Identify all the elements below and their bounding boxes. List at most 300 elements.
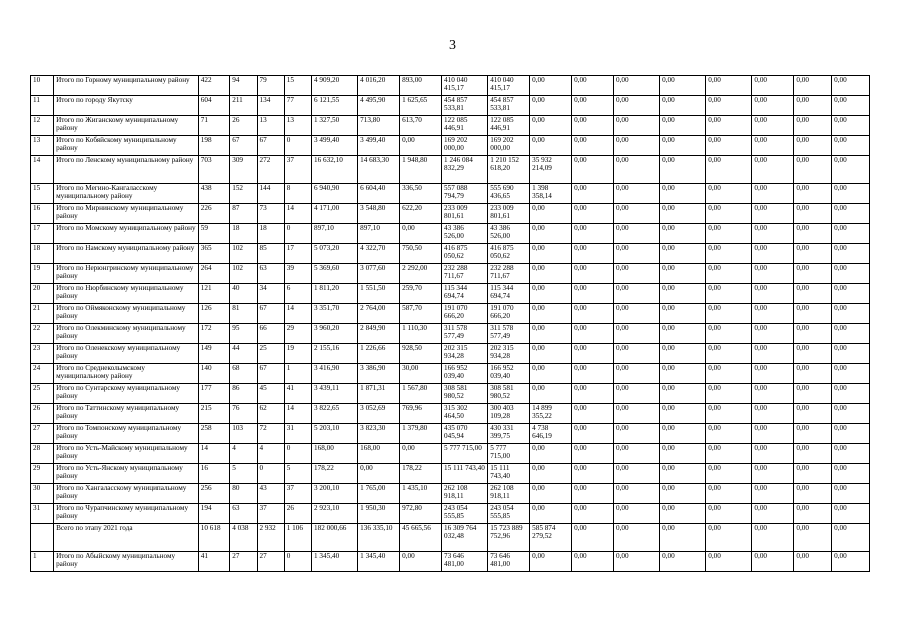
- table-cell: 0,00: [572, 384, 614, 404]
- table-cell: 0,00: [832, 524, 870, 552]
- table-cell: 149: [198, 344, 229, 364]
- table-cell: 103: [230, 424, 257, 444]
- table-cell: 0,00: [794, 464, 832, 484]
- table-cell: 1 226,66: [358, 344, 400, 364]
- data-table: [30, 75, 870, 572]
- table-cell: 0,00: [614, 304, 660, 324]
- table-cell: 26: [284, 504, 311, 524]
- table-cell: 0,00: [752, 284, 794, 304]
- table-cell: 0,00: [572, 552, 614, 572]
- table-cell: 0,00: [832, 344, 870, 364]
- table-cell: 0,00: [530, 384, 572, 404]
- table-cell: 115 344 694,74: [442, 284, 488, 304]
- row-name-cell: Итого по Оймяконскому муниципальному району: [54, 304, 199, 324]
- table-row: [31, 364, 870, 384]
- row-name-cell: Итого по Намскому муниципальному району: [54, 244, 199, 264]
- table-cell: 0,00: [572, 96, 614, 116]
- table-cell: 0,00: [832, 304, 870, 324]
- table-cell: 0,00: [832, 96, 870, 116]
- table-cell: 0,00: [530, 552, 572, 572]
- table-cell: 0,00: [752, 76, 794, 96]
- table-cell: 262 108 918,11: [488, 484, 530, 504]
- table-cell: 410 040 415,17: [488, 76, 530, 96]
- table-cell: 0,00: [706, 424, 752, 444]
- table-cell: 0,00: [794, 384, 832, 404]
- table-cell: 30,00: [400, 364, 442, 384]
- table-cell: 0,00: [660, 344, 706, 364]
- table-row: [31, 96, 870, 116]
- table-cell: 1 567,80: [400, 384, 442, 404]
- table-cell: 3 960,20: [312, 324, 358, 344]
- table-cell: 0,00: [794, 304, 832, 324]
- table-cell: 202 315 934,28: [442, 344, 488, 364]
- table-cell: 1: [284, 364, 311, 384]
- table-cell: 0,00: [706, 552, 752, 572]
- table-cell: 122 085 446,91: [488, 116, 530, 136]
- table-cell: 0,00: [832, 464, 870, 484]
- table-cell: 308 581 980,52: [488, 384, 530, 404]
- table-cell: 25: [257, 344, 284, 364]
- table-cell: 0,00: [530, 284, 572, 304]
- table-cell: 0,00: [706, 484, 752, 504]
- table-cell: 15: [284, 76, 311, 96]
- table-cell: 73: [257, 204, 284, 224]
- table-cell: 0,00: [794, 484, 832, 504]
- table-cell: 0,00: [832, 76, 870, 96]
- row-name-cell: Итого по Ленскому муниципальному району: [54, 156, 199, 184]
- row-name-cell: Итого по городу Якутску: [54, 96, 199, 116]
- row-name-cell: Итого по Оленекскому муниципальному району: [54, 344, 199, 364]
- table-cell: 0,00: [660, 96, 706, 116]
- table-cell: 0,00: [614, 116, 660, 136]
- table-cell: 1 398 358,14: [530, 184, 572, 204]
- table-cell: 259,70: [400, 284, 442, 304]
- table-cell: 0,00: [530, 324, 572, 344]
- table-cell: 0,00: [706, 404, 752, 424]
- table-cell: 134: [257, 96, 284, 116]
- table-cell: 0,00: [530, 76, 572, 96]
- table-row: [31, 324, 870, 344]
- table-cell: 0,00: [572, 364, 614, 384]
- table-cell: 0,00: [832, 484, 870, 504]
- table-cell: 115 344 694,74: [488, 284, 530, 304]
- table-cell: 14: [284, 404, 311, 424]
- table-cell: 67: [230, 136, 257, 156]
- table-cell: 136 335,10: [358, 524, 400, 552]
- table-cell: 4: [230, 444, 257, 464]
- table-cell: 80: [230, 484, 257, 504]
- table-cell: 0,00: [572, 344, 614, 364]
- table-cell: 4 038: [230, 524, 257, 552]
- table-cell: 3 386,90: [358, 364, 400, 384]
- table-cell: 0,00: [614, 424, 660, 444]
- table-cell: 62: [257, 404, 284, 424]
- table-cell: 0,00: [614, 484, 660, 504]
- table-cell: 2 849,90: [358, 324, 400, 344]
- table-cell: 1 327,50: [312, 116, 358, 136]
- table-cell: 0,00: [794, 424, 832, 444]
- row-name-cell: Итого по Олекминскому муниципальному району: [54, 324, 199, 344]
- table-cell: 4: [257, 444, 284, 464]
- table-cell: 168,00: [358, 444, 400, 464]
- table-row: [31, 156, 870, 184]
- table-cell: 5 203,10: [312, 424, 358, 444]
- table-cell: 0,00: [832, 444, 870, 464]
- table-cell: 0,00: [706, 304, 752, 324]
- table-cell: 0,00: [752, 444, 794, 464]
- table-cell: 6 940,90: [312, 184, 358, 204]
- table-cell: 0,00: [752, 404, 794, 424]
- table-cell: 1 948,80: [400, 156, 442, 184]
- table-cell: 15 111 743,40: [488, 464, 530, 484]
- row-name-cell: Итого по Таттинскому муниципальному району: [54, 404, 199, 424]
- table-cell: 622,20: [400, 204, 442, 224]
- table-cell: 454 857 533,81: [488, 96, 530, 116]
- table-cell: 0,00: [832, 264, 870, 284]
- table-cell: 0,00: [832, 156, 870, 184]
- table-cell: 0,00: [572, 244, 614, 264]
- table-cell: 85: [257, 244, 284, 264]
- table-cell: 72: [257, 424, 284, 444]
- table-cell: 972,80: [400, 504, 442, 524]
- table-cell: 45 665,56: [400, 524, 442, 552]
- table-cell: 0,00: [706, 244, 752, 264]
- table-cell: 13: [257, 116, 284, 136]
- table-cell: 0,00: [530, 224, 572, 244]
- table-cell: 3 499,40: [312, 136, 358, 156]
- row-name-cell: Итого по Нерюнгринскому муниципальному району: [54, 264, 199, 284]
- table-row: [31, 136, 870, 156]
- table-cell: 73 646 481,00: [442, 552, 488, 572]
- table-cell: 68: [230, 364, 257, 384]
- table-cell: 0,00: [530, 484, 572, 504]
- table-row: [31, 384, 870, 404]
- table-cell: 39: [284, 264, 311, 284]
- table-cell: 126: [198, 304, 229, 324]
- table-cell: 0,00: [660, 116, 706, 136]
- table-cell: 0,00: [706, 324, 752, 344]
- table-cell: 0,00: [614, 524, 660, 552]
- table-cell: 0,00: [706, 504, 752, 524]
- table-cell: 94: [230, 76, 257, 96]
- table-cell: 0,00: [530, 116, 572, 136]
- table-cell: 17: [284, 244, 311, 264]
- table-cell: 0,00: [660, 424, 706, 444]
- table-row: [31, 204, 870, 224]
- table-cell: 0,00: [794, 364, 832, 384]
- table-cell: 169 202 000,00: [488, 136, 530, 156]
- table-cell: 63: [230, 504, 257, 524]
- table-cell: 0,00: [752, 204, 794, 224]
- table-cell: 555 690 436,65: [488, 184, 530, 204]
- table-cell: 0,00: [530, 136, 572, 156]
- table-row: [31, 504, 870, 524]
- table-cell: 0,00: [660, 136, 706, 156]
- table-cell: 232 288 711,67: [488, 264, 530, 284]
- table-cell: 4 738 646,19: [530, 424, 572, 444]
- table-row: [31, 404, 870, 424]
- table-cell: 5: [284, 464, 311, 484]
- table-cell: 16: [198, 464, 229, 484]
- table-cell: 1: [31, 552, 54, 572]
- table-row: [31, 284, 870, 304]
- row-name-cell: Итого по Мирнинскому муниципальному району: [54, 204, 199, 224]
- table-cell: 0,00: [530, 464, 572, 484]
- table-cell: 587,70: [400, 304, 442, 324]
- table-cell: 1 210 152 618,20: [488, 156, 530, 184]
- row-name-cell: Всего по этапу 2021 года: [54, 524, 199, 552]
- table-cell: 0,00: [614, 76, 660, 96]
- table-cell: 40: [230, 284, 257, 304]
- table-cell: 37: [257, 504, 284, 524]
- table-row: [31, 224, 870, 244]
- table-cell: 893,00: [400, 76, 442, 96]
- table-cell: 0,00: [752, 424, 794, 444]
- table-cell: 308 581 980,52: [442, 384, 488, 404]
- table-cell: 0,00: [752, 116, 794, 136]
- table-cell: 0,00: [752, 364, 794, 384]
- table-cell: 0,00: [572, 404, 614, 424]
- table-cell: 0,00: [752, 464, 794, 484]
- table-cell: 0,00: [832, 224, 870, 244]
- table-cell: 769,96: [400, 404, 442, 424]
- table-cell: 43: [257, 484, 284, 504]
- table-cell: 0,00: [614, 136, 660, 156]
- table-cell: 0,00: [752, 224, 794, 244]
- table-cell: 166 952 039,40: [442, 364, 488, 384]
- table-cell: 14: [284, 204, 311, 224]
- table-cell: 0,00: [794, 184, 832, 204]
- table-cell: 172: [198, 324, 229, 344]
- table-cell: 0,00: [660, 364, 706, 384]
- table-cell: 0,00: [614, 224, 660, 244]
- table-row: [31, 116, 870, 136]
- table-cell: 215: [198, 404, 229, 424]
- table-cell: 0,00: [400, 552, 442, 572]
- table-cell: 0,00: [660, 76, 706, 96]
- table-cell: 0,00: [614, 284, 660, 304]
- table-cell: 0,00: [794, 96, 832, 116]
- table-cell: 152: [230, 184, 257, 204]
- table-cell: 1 106: [284, 524, 311, 552]
- table-cell: 0,00: [614, 204, 660, 224]
- row-name-cell: Итого по Жиганскому муниципальному району: [54, 116, 199, 136]
- table-cell: 0,00: [752, 524, 794, 552]
- table-cell: 0,00: [530, 304, 572, 324]
- table-cell: 0,00: [572, 156, 614, 184]
- table-cell: 0,00: [794, 552, 832, 572]
- table-cell: 0,00: [530, 344, 572, 364]
- table-cell: 1 871,31: [358, 384, 400, 404]
- table-cell: 0,00: [530, 444, 572, 464]
- table-cell: 0,00: [572, 524, 614, 552]
- table-cell: 0,00: [832, 364, 870, 384]
- row-name-cell: Итого по Абыйскому муниципальному району: [54, 552, 199, 572]
- table-cell: 81: [230, 304, 257, 324]
- table-cell: 67: [257, 304, 284, 324]
- table-cell: 0,00: [530, 244, 572, 264]
- table-cell: 1 345,40: [358, 552, 400, 572]
- table-cell: 0: [284, 136, 311, 156]
- table-cell: 20: [31, 284, 54, 304]
- table-cell: 4 909,20: [312, 76, 358, 96]
- table-cell: 34: [257, 284, 284, 304]
- table-cell: 3 077,60: [358, 264, 400, 284]
- table-cell: 5 369,60: [312, 264, 358, 284]
- table-cell: 144: [257, 184, 284, 204]
- table-row: [31, 184, 870, 204]
- table-cell: 435 070 045,94: [442, 424, 488, 444]
- table-cell: 0: [257, 464, 284, 484]
- table-cell: 14: [284, 304, 311, 324]
- table-cell: 0,00: [794, 76, 832, 96]
- table-cell: 71: [198, 116, 229, 136]
- table-cell: 0,00: [794, 264, 832, 284]
- table-cell: 1 551,50: [358, 284, 400, 304]
- table-cell: 0,00: [752, 96, 794, 116]
- table-cell: 6 121,55: [312, 96, 358, 116]
- table-cell: 178,22: [400, 464, 442, 484]
- table-cell: 262 108 918,11: [442, 484, 488, 504]
- table-cell: 27: [230, 552, 257, 572]
- table-cell: 1 379,80: [400, 424, 442, 444]
- table-cell: 14: [198, 444, 229, 464]
- table-cell: 0,00: [530, 264, 572, 284]
- table-cell: 14: [31, 156, 54, 184]
- table-cell: 0,00: [572, 424, 614, 444]
- table-cell: 0,00: [400, 224, 442, 244]
- table-cell: 897,10: [312, 224, 358, 244]
- table-cell: 0,00: [614, 464, 660, 484]
- table-cell: 79: [257, 76, 284, 96]
- table-cell: 0,00: [832, 284, 870, 304]
- table-cell: 1 345,40: [312, 552, 358, 572]
- table-cell: 30: [31, 484, 54, 504]
- table-cell: 336,50: [400, 184, 442, 204]
- table-cell: 12: [31, 116, 54, 136]
- table-cell: 3 200,10: [312, 484, 358, 504]
- table-cell: 27: [31, 424, 54, 444]
- table-cell: 16: [31, 204, 54, 224]
- table-cell: 43 386 526,00: [442, 224, 488, 244]
- table-cell: 191 070 666,20: [488, 304, 530, 324]
- table-cell: 0,00: [832, 504, 870, 524]
- table-cell: 226: [198, 204, 229, 224]
- table-cell: 31: [284, 424, 311, 444]
- table-cell: 0,00: [794, 156, 832, 184]
- table-cell: 29: [31, 464, 54, 484]
- table-cell: 713,80: [358, 116, 400, 136]
- table-row: [31, 444, 870, 464]
- table-cell: 2 923,10: [312, 504, 358, 524]
- table-cell: 438: [198, 184, 229, 204]
- table-cell: 121: [198, 284, 229, 304]
- table-cell: 454 857 533,81: [442, 96, 488, 116]
- table-cell: 0,00: [572, 76, 614, 96]
- table-cell: 18: [257, 224, 284, 244]
- table-cell: 25: [31, 384, 54, 404]
- table-cell: 67: [257, 136, 284, 156]
- table-cell: 0,00: [572, 484, 614, 504]
- table-cell: 0,00: [660, 304, 706, 324]
- table-cell: 0,00: [660, 284, 706, 304]
- table-cell: 87: [230, 204, 257, 224]
- table-row: [31, 552, 870, 572]
- table-cell: 0,00: [530, 504, 572, 524]
- table-cell: 4 322,70: [358, 244, 400, 264]
- table-cell: 0: [284, 224, 311, 244]
- table-cell: 0,00: [614, 364, 660, 384]
- table-cell: 31: [31, 504, 54, 524]
- table-cell: 194: [198, 504, 229, 524]
- table-cell: 243 054 555,85: [442, 504, 488, 524]
- table-cell: 309: [230, 156, 257, 184]
- table-cell: 0,00: [358, 464, 400, 484]
- table-cell: 0,00: [752, 484, 794, 504]
- table-cell: 3 416,90: [312, 364, 358, 384]
- table-cell: 0,00: [752, 304, 794, 324]
- table-cell: 0,00: [794, 204, 832, 224]
- table-cell: 0,00: [614, 156, 660, 184]
- table-cell: 27: [257, 552, 284, 572]
- table-cell: 0,00: [794, 244, 832, 264]
- table-cell: 29: [284, 324, 311, 344]
- table-cell: 0,00: [832, 116, 870, 136]
- table-cell: 0,00: [832, 552, 870, 572]
- table-cell: 3 822,65: [312, 404, 358, 424]
- table-cell: 22: [31, 324, 54, 344]
- table-cell: 16 309 764 032,48: [442, 524, 488, 552]
- table-cell: 0,00: [752, 504, 794, 524]
- table-cell: 750,50: [400, 244, 442, 264]
- table-cell: 18: [31, 244, 54, 264]
- table-cell: 311 578 577,49: [442, 324, 488, 344]
- table-cell: 198: [198, 136, 229, 156]
- row-name-cell: Итого по Усть-Янскому муниципальному району: [54, 464, 199, 484]
- table-cell: 416 875 050,62: [442, 244, 488, 264]
- table-cell: 5 777 715,00: [442, 444, 488, 464]
- table-cell: 14 899 355,22: [530, 404, 572, 424]
- table-cell: 10 618: [198, 524, 229, 552]
- row-name-cell: Итого по Сунтарскому муниципальному району: [54, 384, 199, 404]
- table-cell: 0,00: [832, 324, 870, 344]
- table-cell: 15: [31, 184, 54, 204]
- table-cell: 102: [230, 264, 257, 284]
- table-cell: 3 499,40: [358, 136, 400, 156]
- table-cell: 0,00: [572, 136, 614, 156]
- table-cell: 422: [198, 76, 229, 96]
- table-cell: 0,00: [706, 524, 752, 552]
- table-cell: 1 110,30: [400, 324, 442, 344]
- table-cell: 0,00: [614, 244, 660, 264]
- table-cell: 14 683,30: [358, 156, 400, 184]
- table-cell: 0,00: [752, 264, 794, 284]
- table-cell: 0,00: [752, 244, 794, 264]
- table-row: [31, 424, 870, 444]
- table-cell: 0,00: [660, 552, 706, 572]
- table-cell: 0,00: [400, 444, 442, 464]
- table-cell: 0,00: [572, 444, 614, 464]
- table-cell: 0,00: [572, 284, 614, 304]
- table-cell: 410 040 415,17: [442, 76, 488, 96]
- table-cell: 1 435,10: [400, 484, 442, 504]
- table-cell: 0,00: [794, 136, 832, 156]
- table-cell: 300 403 109,28: [488, 404, 530, 424]
- table-cell: 3 439,11: [312, 384, 358, 404]
- table-cell: 4 171,00: [312, 204, 358, 224]
- table-cell: 0,00: [614, 184, 660, 204]
- table-cell: 0,00: [706, 224, 752, 244]
